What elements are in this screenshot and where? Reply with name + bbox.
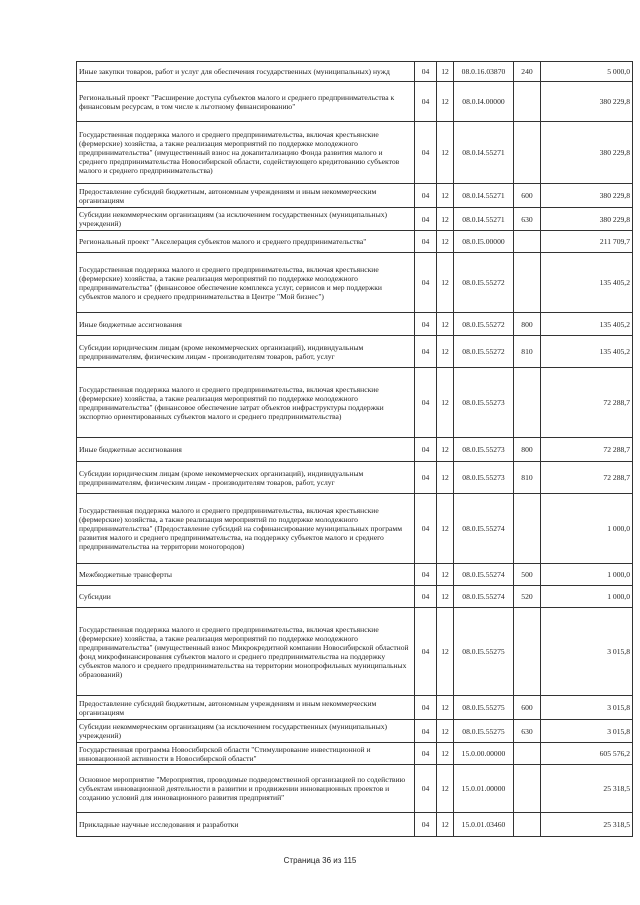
budget-table xyxy=(76,61,633,837)
row-target-article: 08.0.I4.55271 xyxy=(454,208,514,231)
row-subsection: 12 xyxy=(437,231,454,253)
row-name: Иные бюджетные ассигнования xyxy=(77,313,415,336)
table-row xyxy=(77,743,633,765)
table-row xyxy=(77,813,633,837)
row-section: 04 xyxy=(415,765,437,813)
row-target-article: 08.0.I4.00000 xyxy=(454,82,514,122)
row-section: 04 xyxy=(415,608,437,696)
row-target-article: 08.0.I5.55272 xyxy=(454,253,514,313)
row-expense-type: 630 xyxy=(514,720,541,743)
row-target-article: 08.0.I5.55273 xyxy=(454,368,514,438)
row-expense-type: 600 xyxy=(514,696,541,720)
row-amount: 380 229,8 xyxy=(541,184,633,208)
row-target-article: 08.0.I5.55274 xyxy=(454,586,514,608)
row-section: 04 xyxy=(415,184,437,208)
row-amount: 135 405,2 xyxy=(541,253,633,313)
row-subsection: 12 xyxy=(437,82,454,122)
table-row xyxy=(77,82,633,122)
row-target-article: 08.0.I5.55274 xyxy=(454,564,514,586)
row-section: 04 xyxy=(415,368,437,438)
row-amount: 3 015,8 xyxy=(541,696,633,720)
row-amount: 1 000,0 xyxy=(541,586,633,608)
row-target-article: 08.0.I5.55273 xyxy=(454,462,514,494)
row-expense-type: 800 xyxy=(514,313,541,336)
row-expense-type: 240 xyxy=(514,62,541,82)
row-expense-type xyxy=(514,765,541,813)
row-amount: 1 000,0 xyxy=(541,564,633,586)
row-subsection: 12 xyxy=(437,608,454,696)
row-target-article: 08.0.I4.55271 xyxy=(454,184,514,208)
table-row xyxy=(77,438,633,462)
table-row xyxy=(77,608,633,696)
table-row xyxy=(77,765,633,813)
row-section: 04 xyxy=(415,231,437,253)
row-subsection: 12 xyxy=(437,743,454,765)
row-name: Предоставление субсидий бюджетным, автономным учреждениям и иным некоммерческим организациям xyxy=(77,184,415,208)
row-subsection: 12 xyxy=(437,208,454,231)
row-name: Государственная поддержка малого и среднего предпринимательства, включая крестьянские (фермерские) хозяйства, а также реализация мероприятий по поддержке молодежного предпринимательства" (имущественный взнос Микрокредитной компании Новосибирской областной фонд микрофинансирования субъектов малого и среднего предпринимательства на поддержку субъектов малого и среднего предпринимательства на территории монопрофильных муниципальных образований) xyxy=(77,608,415,696)
table-row xyxy=(77,368,633,438)
row-name: Государственная поддержка малого и среднего предпринимательства, включая крестьянские (фермерские) хозяйства, а также реализация мероприятий по поддержке молодежного предпринимательства" (имущественный взнос на докапитализацию Фонда развития малого и среднего предпринимательства Новосибирской области, содействующего кредитованию субъектов малого и среднего предпринимательства) xyxy=(77,122,415,184)
row-section: 04 xyxy=(415,586,437,608)
row-amount: 1 000,0 xyxy=(541,494,633,564)
row-expense-type xyxy=(514,253,541,313)
table-row xyxy=(77,696,633,720)
row-target-article: 15.0.00.00000 xyxy=(454,743,514,765)
row-amount: 3 015,8 xyxy=(541,720,633,743)
row-amount: 380 229,8 xyxy=(541,208,633,231)
row-section: 04 xyxy=(415,253,437,313)
row-section: 04 xyxy=(415,336,437,368)
row-name: Субсидии юридическим лицам (кроме некоммерческих организаций), индивидуальным предпринимателям, физическим лицам - производителям товаров, работ, услуг xyxy=(77,462,415,494)
table-row xyxy=(77,564,633,586)
row-subsection: 12 xyxy=(437,313,454,336)
row-amount: 3 015,8 xyxy=(541,608,633,696)
table-row xyxy=(77,208,633,231)
row-subsection: 12 xyxy=(437,720,454,743)
row-name: Субсидии некоммерческим организациям (за исключением государственных (муниципальных) учреждений) xyxy=(77,720,415,743)
row-section: 04 xyxy=(415,696,437,720)
row-name: Региональный проект "Акселерация субъектов малого и среднего предпринимательства" xyxy=(77,231,415,253)
table-row xyxy=(77,184,633,208)
row-amount: 211 709,7 xyxy=(541,231,633,253)
row-amount: 135 405,2 xyxy=(541,313,633,336)
row-name: Государственная поддержка малого и среднего предпринимательства, включая крестьянские (фермерские) хозяйства, а также реализация мероприятий по поддержке молодежного предпринимательства" (финансовое обеспечение затрат объектов инфраструктуры поддержки экспортно ориентированных субъектов малого и среднего предпринимательства) xyxy=(77,368,415,438)
row-subsection: 12 xyxy=(437,462,454,494)
row-expense-type: 800 xyxy=(514,438,541,462)
table-body xyxy=(77,62,633,837)
row-name: Иные бюджетные ассигнования xyxy=(77,438,415,462)
row-section: 04 xyxy=(415,438,437,462)
row-expense-type: 630 xyxy=(514,208,541,231)
row-expense-type xyxy=(514,122,541,184)
row-subsection: 12 xyxy=(437,813,454,837)
table-row xyxy=(77,253,633,313)
table-row xyxy=(77,462,633,494)
row-amount: 380 229,8 xyxy=(541,122,633,184)
table-row xyxy=(77,494,633,564)
row-amount: 5 000,0 xyxy=(541,62,633,82)
row-expense-type xyxy=(514,231,541,253)
row-name: Государственная поддержка малого и среднего предпринимательства, включая крестьянские (фермерские) хозяйства, а также реализация мероприятий по поддержке молодежного предпринимательства" (финансовое обеспечение комплекса услуг, сервисов и мер поддержки субъектов малого и среднего предпринимательства в Центре "Мой бизнес") xyxy=(77,253,415,313)
row-name: Государственная программа Новосибирской области "Стимулирование инвестиционной и инновационной активности в Новосибирской области" xyxy=(77,743,415,765)
row-name: Государственная поддержка малого и среднего предпринимательства, включая крестьянские (фермерские) хозяйства, а также реализация мероприятий по поддержке молодежного предпринимательства" (Предоставление субсидий на софинансирование муниципальных программ развития малого и среднего предпринимательства, на поддержку субъектов малого и среднего предпринимательства на территории моногородов) xyxy=(77,494,415,564)
row-subsection: 12 xyxy=(437,62,454,82)
row-target-article: 15.0.01.00000 xyxy=(454,765,514,813)
row-name: Субсидии xyxy=(77,586,415,608)
row-target-article: 15.0.01.03460 xyxy=(454,813,514,837)
row-amount: 380 229,8 xyxy=(541,82,633,122)
row-name: Субсидии юридическим лицам (кроме некоммерческих организаций), индивидуальным предпринимателям, физическим лицам - производителям товаров, работ, услуг xyxy=(77,336,415,368)
row-amount: 72 288,7 xyxy=(541,438,633,462)
row-amount: 605 576,2 xyxy=(541,743,633,765)
row-target-article: 08.0.I4.55271 xyxy=(454,122,514,184)
row-subsection: 12 xyxy=(437,336,454,368)
row-expense-type: 600 xyxy=(514,184,541,208)
row-target-article: 08.0.I5.55274 xyxy=(454,494,514,564)
row-amount: 72 288,7 xyxy=(541,462,633,494)
row-section: 04 xyxy=(415,313,437,336)
row-expense-type xyxy=(514,494,541,564)
row-target-article: 08.0.I5.55272 xyxy=(454,313,514,336)
row-subsection: 12 xyxy=(437,122,454,184)
row-subsection: 12 xyxy=(437,438,454,462)
row-target-article: 08.0.16.03870 xyxy=(454,62,514,82)
row-name: Предоставление субсидий бюджетным, автономным учреждениям и иным некоммерческим организациям xyxy=(77,696,415,720)
row-expense-type xyxy=(514,743,541,765)
table-row xyxy=(77,231,633,253)
row-expense-type xyxy=(514,82,541,122)
row-name: Прикладные научные исследования и разработки xyxy=(77,813,415,837)
row-amount: 72 288,7 xyxy=(541,368,633,438)
row-section: 04 xyxy=(415,720,437,743)
row-section: 04 xyxy=(415,82,437,122)
table-row xyxy=(77,586,633,608)
row-target-article: 08.0.I5.00000 xyxy=(454,231,514,253)
row-section: 04 xyxy=(415,122,437,184)
row-amount: 25 318,5 xyxy=(541,765,633,813)
page-footer: Страница 36 из 115 xyxy=(283,856,357,865)
row-amount: 25 318,5 xyxy=(541,813,633,837)
row-subsection: 12 xyxy=(437,586,454,608)
row-expense-type: 500 xyxy=(514,564,541,586)
row-section: 04 xyxy=(415,208,437,231)
row-target-article: 08.0.I5.55272 xyxy=(454,336,514,368)
row-name: Основное мероприятие "Мероприятия, проводимые подведомственной организацией по содействию субъектам инновационной деятельности в развитии и продвижении инновационных проектов и созданию условий для инновационного развития предприятий" xyxy=(77,765,415,813)
row-target-article: 08.0.I5.55275 xyxy=(454,696,514,720)
row-name: Субсидии некоммерческим организациям (за исключением государственных (муниципальных) учреждений) xyxy=(77,208,415,231)
row-expense-type: 810 xyxy=(514,336,541,368)
row-subsection: 12 xyxy=(437,494,454,564)
row-subsection: 12 xyxy=(437,253,454,313)
row-expense-type xyxy=(514,813,541,837)
row-name: Региональный проект "Расширение доступа субъектов малого и среднего предпринимательства к финансовым ресурсам, в том числе к льготному финансированию" xyxy=(77,82,415,122)
row-subsection: 12 xyxy=(437,564,454,586)
row-target-article: 08.0.I5.55275 xyxy=(454,720,514,743)
row-subsection: 12 xyxy=(437,368,454,438)
row-expense-type xyxy=(514,608,541,696)
row-expense-type: 810 xyxy=(514,462,541,494)
row-subsection: 12 xyxy=(437,184,454,208)
table-row xyxy=(77,122,633,184)
table-row xyxy=(77,313,633,336)
table-row xyxy=(77,62,633,82)
row-section: 04 xyxy=(415,494,437,564)
row-amount: 135 405,2 xyxy=(541,336,633,368)
table-row xyxy=(77,336,633,368)
row-expense-type xyxy=(514,368,541,438)
row-section: 04 xyxy=(415,813,437,837)
table-row xyxy=(77,720,633,743)
row-subsection: 12 xyxy=(437,696,454,720)
row-section: 04 xyxy=(415,564,437,586)
row-name: Межбюджетные трансферты xyxy=(77,564,415,586)
row-section: 04 xyxy=(415,462,437,494)
row-name: Иные закупки товаров, работ и услуг для обеспечения государственных (муниципальных) нужд xyxy=(77,62,415,82)
row-subsection: 12 xyxy=(437,765,454,813)
row-section: 04 xyxy=(415,62,437,82)
row-target-article: 08.0.I5.55273 xyxy=(454,438,514,462)
row-section: 04 xyxy=(415,743,437,765)
row-expense-type: 520 xyxy=(514,586,541,608)
row-target-article: 08.0.I5.55275 xyxy=(454,608,514,696)
